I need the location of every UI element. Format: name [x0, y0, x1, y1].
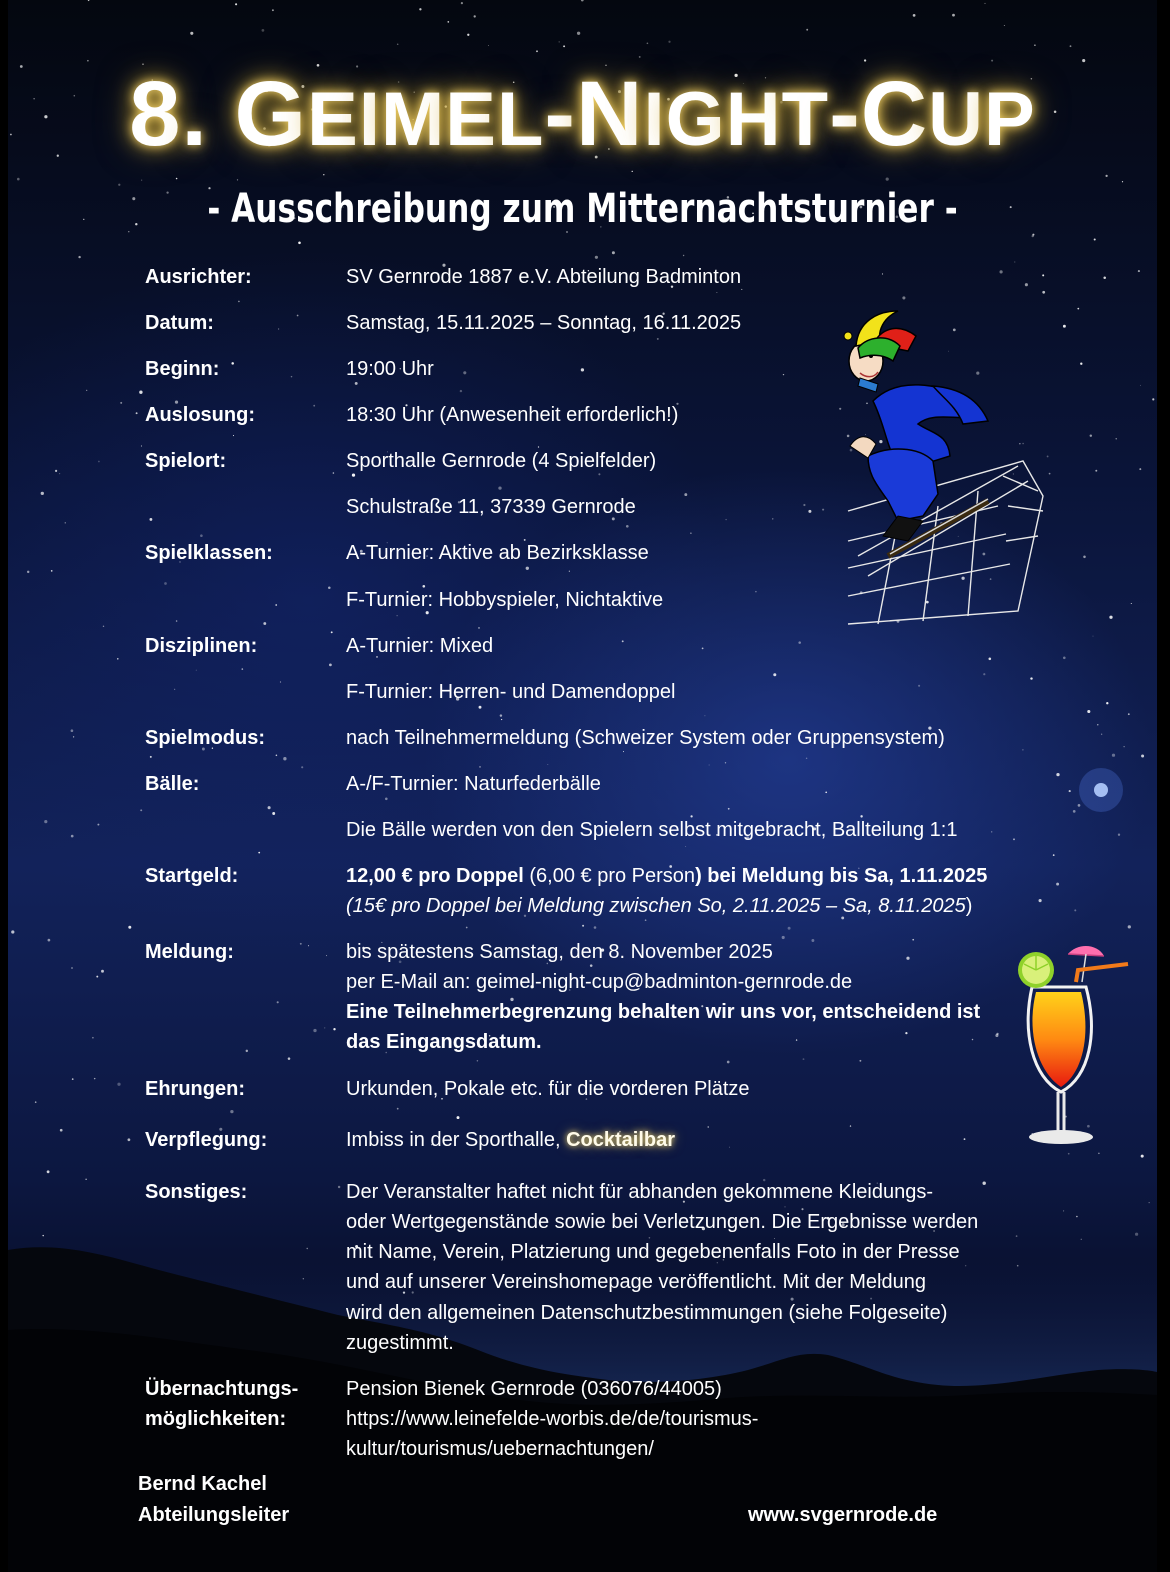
value-meldung-1: bis spätestens Samstag, den 8. November 2025	[346, 941, 773, 963]
value-spielort-2: Schulstraße 11, 37339 Gernrode	[346, 496, 636, 518]
value-baelle-1: A-/F-Turnier: Naturfederbälle	[346, 773, 601, 795]
startgeld-per-person: (6,00 € pro Person	[523, 865, 696, 887]
value-spielort-1: Sporthalle Gernrode (4 Spielfelder)	[346, 450, 657, 472]
witch-on-broom-icon	[838, 306, 1053, 628]
label-meldung: Meldung:	[145, 941, 234, 963]
value-datum: Samstag, 15.11.2025 – Sonntag, 16.11.2025	[346, 312, 742, 334]
value-verpflegung	[346, 1125, 675, 1155]
label-spielklassen: Spielklassen:	[145, 542, 273, 564]
startgeld-price: 12,00 € pro Doppel	[346, 865, 524, 887]
startgeld-late-fee: (15€ pro Doppel bei Meldung zwischen So, 2.11.2025 – Sa, 8.11.2025	[346, 895, 966, 917]
value-startgeld-2	[346, 891, 972, 921]
value-disziplinen-2: F-Turnier: Herren- und Damendoppel	[346, 681, 676, 703]
value-meldung-2: per E-Mail an: geimel-night-cup@badminton-gernrode.de	[346, 971, 853, 993]
label-ehrungen: Ehrungen:	[145, 1078, 245, 1100]
label-spielort: Spielort:	[145, 450, 227, 472]
startgeld-deadline: ) bei Meldung bis Sa, 1.11.2025	[695, 865, 988, 887]
verpflegung-text: Imbiss in der Sporthalle,	[346, 1129, 567, 1151]
poster	[8, 0, 1157, 1572]
cocktail-icon	[1006, 942, 1136, 1152]
value-meldung-3: Eine Teilnehmerbegrenzung behalten wir uns vor, entscheidend ist	[346, 1001, 981, 1023]
value-sonstiges-6: zugestimmt.	[346, 1332, 454, 1354]
poster-subtitle: - Ausschreibung zum Mitternachtsturnier -	[207, 186, 958, 232]
label-uebernachtung-1: Übernachtungs-	[145, 1378, 299, 1400]
value-meldung-4: das Eingangsdatum.	[346, 1031, 542, 1053]
value-sonstiges-2: oder Wertgegenstände sowie bei Verletzungen. Die Ergebnisse werden	[346, 1211, 979, 1233]
label-sonstiges: Sonstiges:	[145, 1181, 248, 1203]
value-sonstiges-1: Der Veranstalter haftet nicht für abhanden gekommene Kleidungs-	[346, 1181, 934, 1203]
value-beginn: 19:00 Uhr	[346, 358, 434, 380]
cocktailbar-highlight: Cocktailbar	[566, 1129, 676, 1151]
label-beginn: Beginn:	[145, 358, 220, 380]
value-spielklassen-2: F-Turnier: Hobbyspieler, Nichtaktive	[346, 589, 664, 611]
label-verpflegung: Verpflegung:	[145, 1129, 268, 1151]
label-startgeld: Startgeld:	[145, 865, 239, 887]
value-ausrichter: SV Gernrode 1887 e.V. Abteilung Badminton	[346, 266, 742, 288]
value-ehrungen: Urkunden, Pokale etc. für die vorderen Plätze	[346, 1078, 750, 1100]
value-uebernachtung-link-2[interactable]: kultur/tourismus/uebernachtungen/	[346, 1438, 654, 1460]
value-startgeld-1	[346, 861, 987, 891]
value-sonstiges-5: wird den allgemeinen Datenschutzbestimmungen (siehe Folgeseite)	[346, 1302, 948, 1324]
value-spielmodus: nach Teilnehmermeldung (Schweizer System oder Gruppensystem)	[346, 727, 945, 749]
value-spielklassen-1: A-Turnier: Aktive ab Bezirksklasse	[346, 542, 649, 564]
value-sonstiges-4: und auf unserer Vereinshomepage veröffentlicht. Mit der Meldung	[346, 1271, 926, 1293]
signature-role: Abteilungsleiter	[138, 1504, 290, 1526]
label-baelle: Bälle:	[145, 773, 200, 795]
value-uebernachtung-link-1[interactable]: https://www.leinefelde-worbis.de/de/tourismus-	[346, 1408, 759, 1430]
startgeld-late-fee-end: )	[965, 895, 973, 917]
label-uebernachtung-2: möglichkeiten:	[145, 1408, 287, 1430]
website-link[interactable]: www.svgernrode.de	[748, 1504, 938, 1526]
value-disziplinen-1: A-Turnier: Mixed	[346, 635, 494, 657]
value-baelle-2: Die Bälle werden von den Spielern selbst mitgebracht, Ballteilung 1:1	[346, 819, 958, 841]
signature-name: Bernd Kachel	[138, 1473, 267, 1495]
value-uebernachtung-1: Pension Bienek Gernrode (036076/44005)	[346, 1378, 722, 1400]
value-auslosung: 18:30 Uhr (Anwesenheit erforderlich!)	[346, 404, 679, 426]
value-sonstiges-3: mit Name, Verein, Platzierung und gegebenenfalls Foto in der Presse	[346, 1241, 960, 1263]
label-datum: Datum:	[145, 312, 214, 334]
label-ausrichter: Ausrichter:	[145, 266, 252, 288]
label-disziplinen: Disziplinen:	[145, 635, 258, 657]
poster-title: 8. GEIMEL-NIGHT-CUP	[129, 63, 1036, 165]
label-spielmodus: Spielmodus:	[145, 727, 266, 749]
label-auslosung: Auslosung:	[145, 404, 255, 426]
